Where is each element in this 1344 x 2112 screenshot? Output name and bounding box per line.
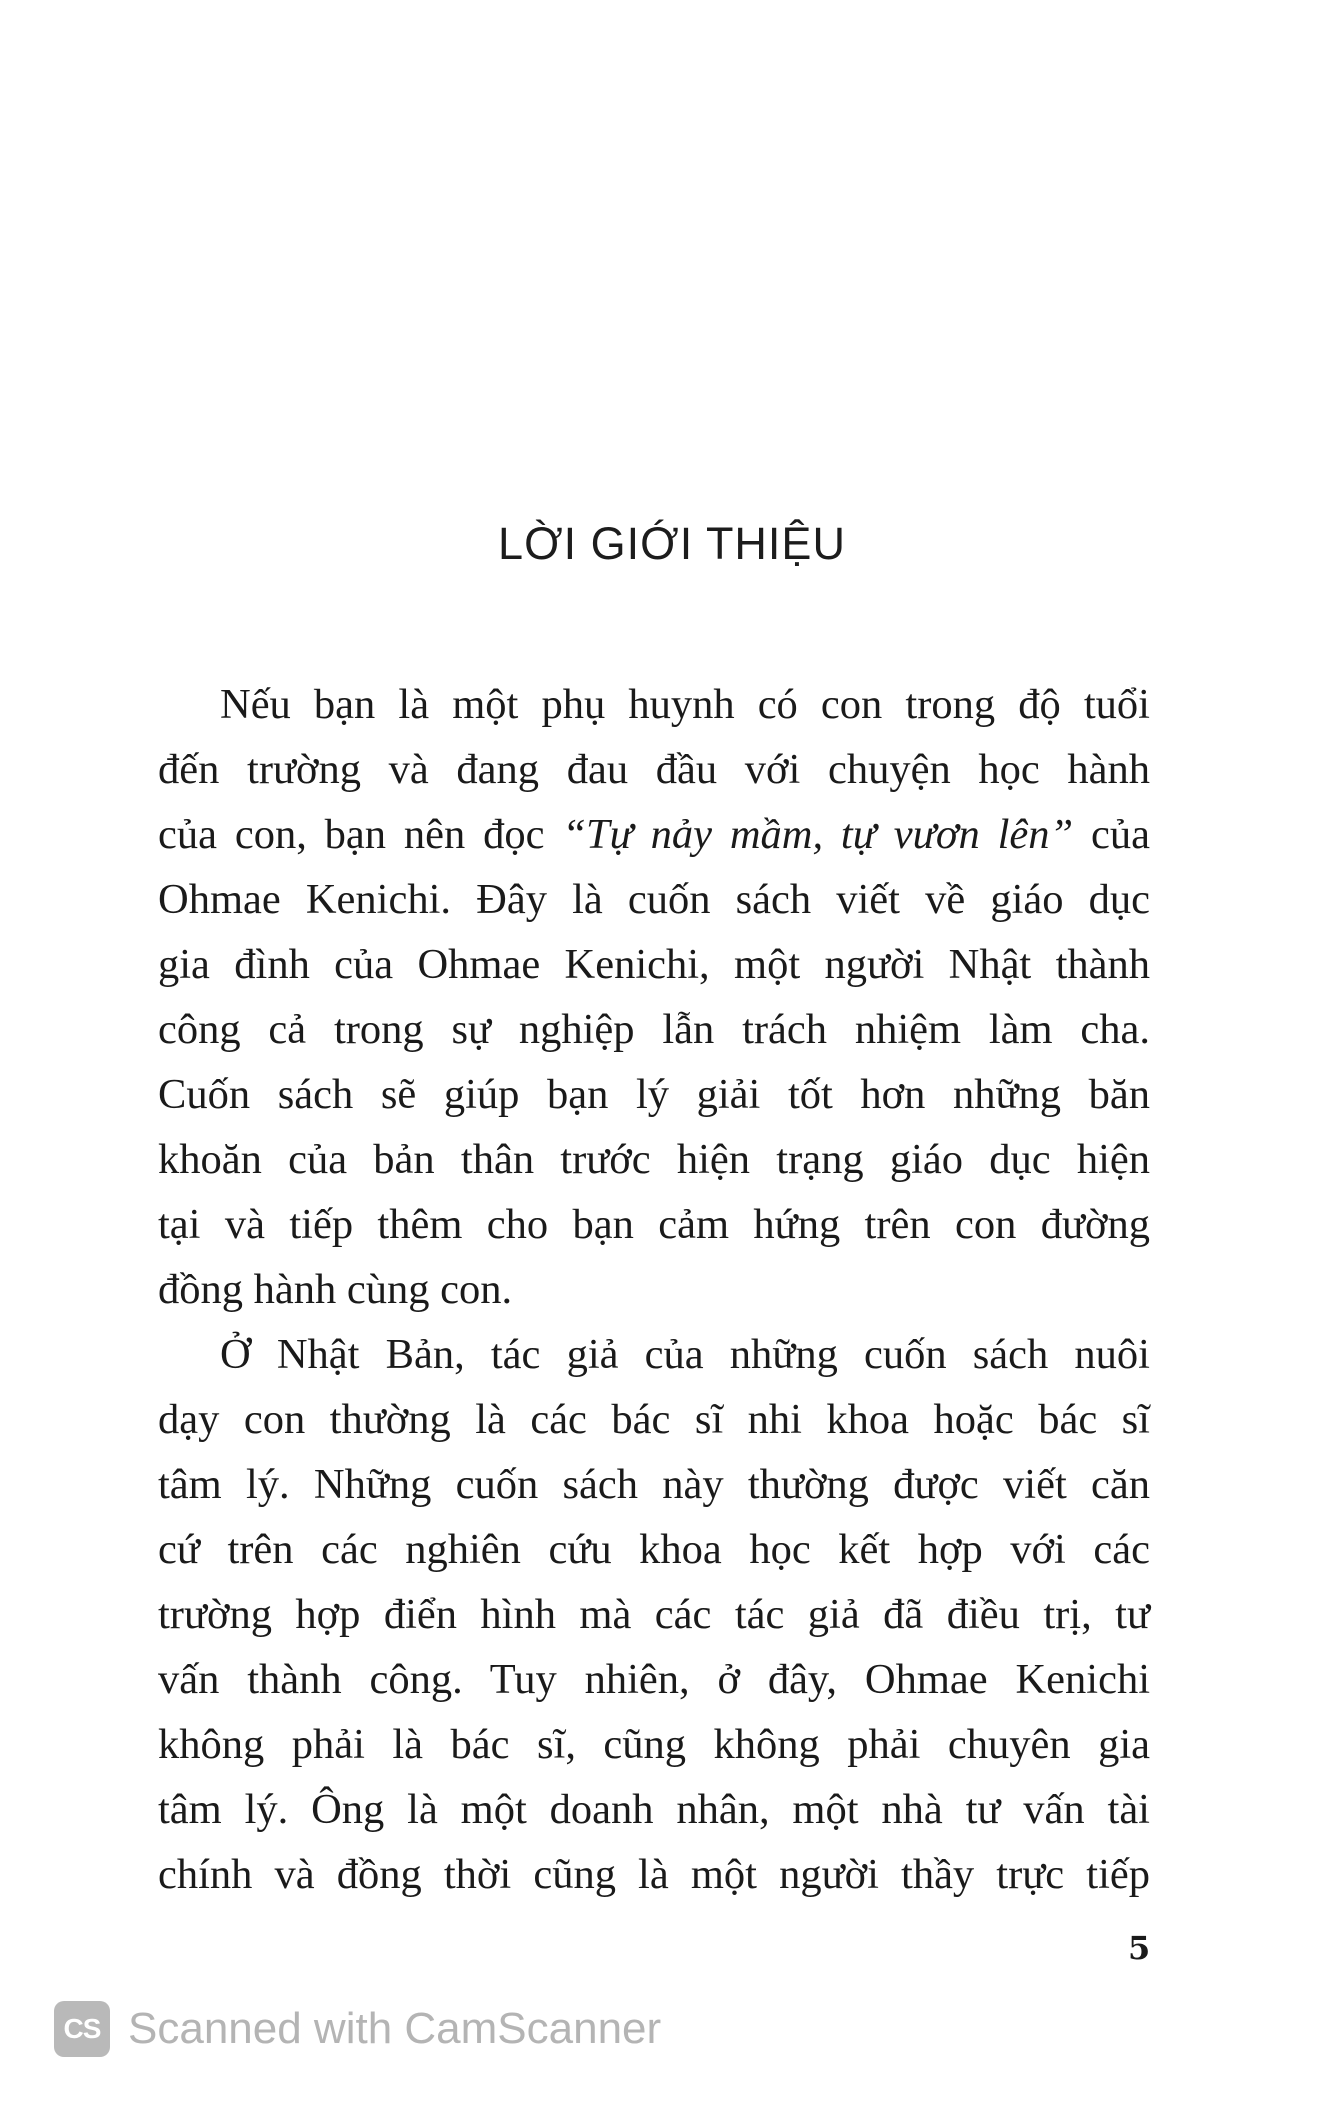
text-line: Nếu bạn là một phụ huynh có con trong độ tuổi [220,681,1150,728]
text-line: đồng hành cùng con. [158,1266,513,1313]
text-line: Ohmae Kenichi. Đây là cuốn sách viết về giáo dục [158,876,1150,923]
paragraph-1 [158,672,1150,1322]
page-title: LỜI GIỚI THIỆU [498,518,846,569]
paragraph-2 [158,1322,1150,1907]
text-line: chính và đồng thời cũng là một người thầy trực tiếp [158,1851,1150,1898]
text-line: trường hợp điển hình mà các tác giả đã điều trị, tư [158,1591,1150,1638]
text-line: vấn thành công. Tuy nhiên, ở đây, Ohmae Kenichi [158,1656,1150,1703]
text-line: công cả trong sự nghiệp lẫn trách nhiệm làm cha. [158,1006,1150,1053]
page-number: 5 [1128,1929,1151,1967]
text-line: gia đình của Ohmae Kenichi, một người Nhật thành [158,941,1150,988]
camscanner-watermark [54,2000,661,2058]
text-line: Cuốn sách sẽ giúp bạn lý giải tốt hơn những băn [158,1071,1150,1118]
book-title-italic: “Tự nảy mầm, tự vươn lên” [562,811,1074,858]
text-line: Ở Nhật Bản, tác giả của những cuốn sách nuôi [220,1331,1150,1378]
text-line: khoăn của bản thân trước hiện trạng giáo dục hiện [158,1136,1150,1183]
text-segment: của con, bạn nên đọc [158,811,563,858]
text-line: dạy con thường là các bác sĩ nhi khoa hoặc bác sĩ [158,1396,1150,1443]
text-line: tâm lý. Ông là một doanh nhân, một nhà tư vấn tài [158,1786,1150,1833]
text-line: cứ trên các nghiên cứu khoa học kết hợp với các [158,1526,1150,1573]
watermark-text: Scanned with CamScanner [128,2004,662,2053]
text-line: không phải là bác sĩ, cũng không phải chuyên gia [158,1721,1150,1768]
text-line: tại và tiếp thêm cho bạn cảm hứng trên con đường [158,1201,1150,1248]
text-segment: của [1073,811,1150,858]
text-line: tâm lý. Những cuốn sách này thường được viết căn [158,1461,1150,1508]
text-line: đến trường và đang đau đầu với chuyện học hành [158,746,1150,793]
text-line [158,802,1150,867]
camscanner-logo-icon: CS [54,2001,110,2057]
body-text [158,672,1150,1907]
